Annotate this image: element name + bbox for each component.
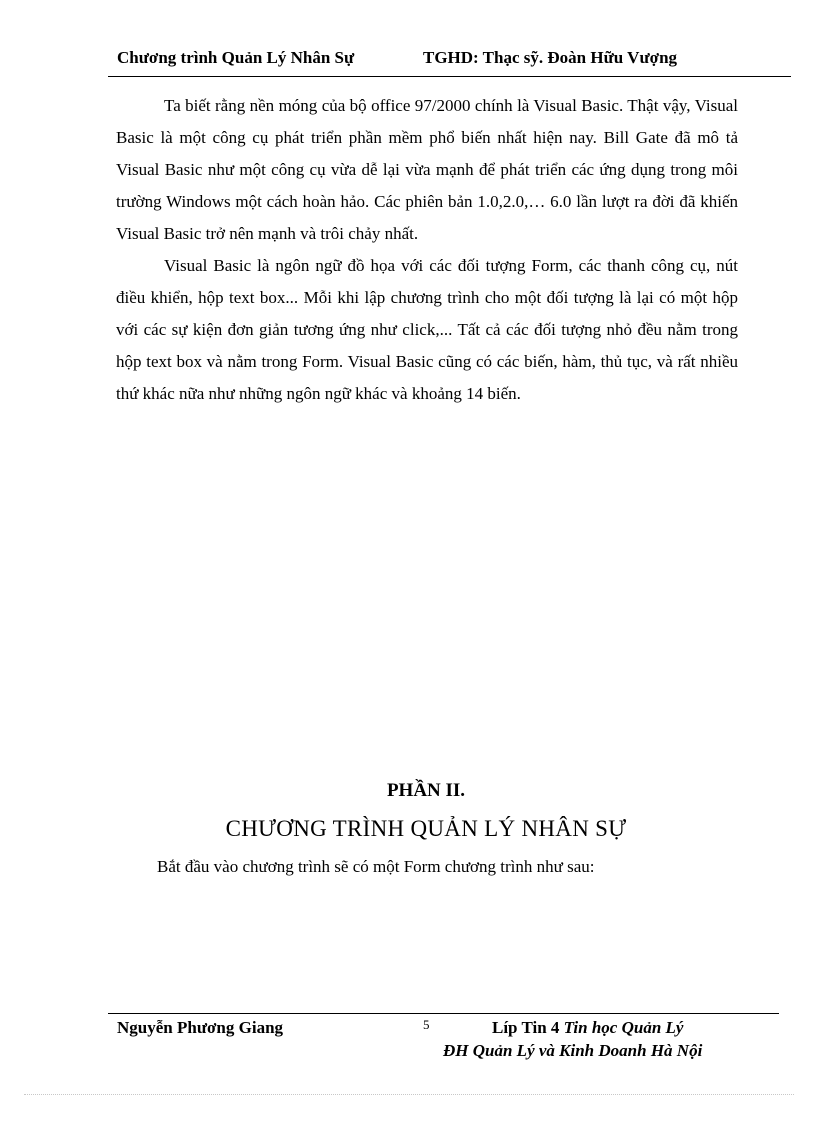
footer-author: Nguyễn Phương Giang	[117, 1018, 284, 1037]
section-title: CHƯƠNG TRÌNH QUẢN LÝ NHÂN SỰ	[225, 816, 627, 841]
footer-divider	[108, 1013, 779, 1014]
body-text	[116, 90, 738, 410]
paragraph-visual-basic-objects: Visual Basic là ngôn ngữ đồ họa với các đối tượng Form, các thanh công cụ, nút điều khiển, hộp text box... Mỗi khi lập chương trình cho một đối tượng là lại có một hộp với các sự kiện đơn giản tương ứng như click,... Tất cả các đối tượng nhỏ đều nằm trong hộp text box và nằm trong Form. Visual Basic cũng có các biến, hàm, thủ tục, và rất nhiều thứ khác nữa như những ngôn ngữ khác và khoảng 14 biến.	[116, 256, 738, 403]
page-bottom-edge	[24, 1094, 794, 1095]
section-label: PHẦN II.	[386, 780, 466, 801]
header-program-title: Chương trình Quản Lý Nhân Sự	[117, 48, 355, 67]
page-number: 5	[423, 1017, 430, 1032]
paragraph-visual-basic-intro: Ta biết rằng nền móng của bộ office 97/2000 chính là Visual Basic. Thật vậy, Visual Basic là một công cụ phát triển phần mềm phổ biến nhất hiện nay. Bill Gate đã mô tả Visual Basic như một công cụ vừa dễ lại vừa mạnh để phát triển các ứng dụng trong môi trường Windows một cách hoàn hảo. Các phiên bản 1.0,2.0,… 6.0 lần lượt ra đời đã khiến Visual Basic trở nên mạnh và trôi chảy nhất.	[116, 96, 738, 243]
header-advisor: TGHD: Thạc sỹ. Đoàn Hữu Vượng	[423, 48, 678, 67]
footer-class-subject: Tin học Quản Lý	[563, 1018, 684, 1037]
footer-class	[492, 1018, 683, 1038]
footer-school: ĐH Quản Lý và Kinh Doanh Hà Nội	[443, 1041, 703, 1060]
section-intro-text: Bắt đầu vào chương trình sẽ có một Form chương trình như sau:	[157, 857, 595, 876]
footer-class-prefix: Líp Tin 4	[492, 1018, 560, 1037]
page-header	[117, 48, 797, 68]
header-divider	[108, 76, 791, 77]
